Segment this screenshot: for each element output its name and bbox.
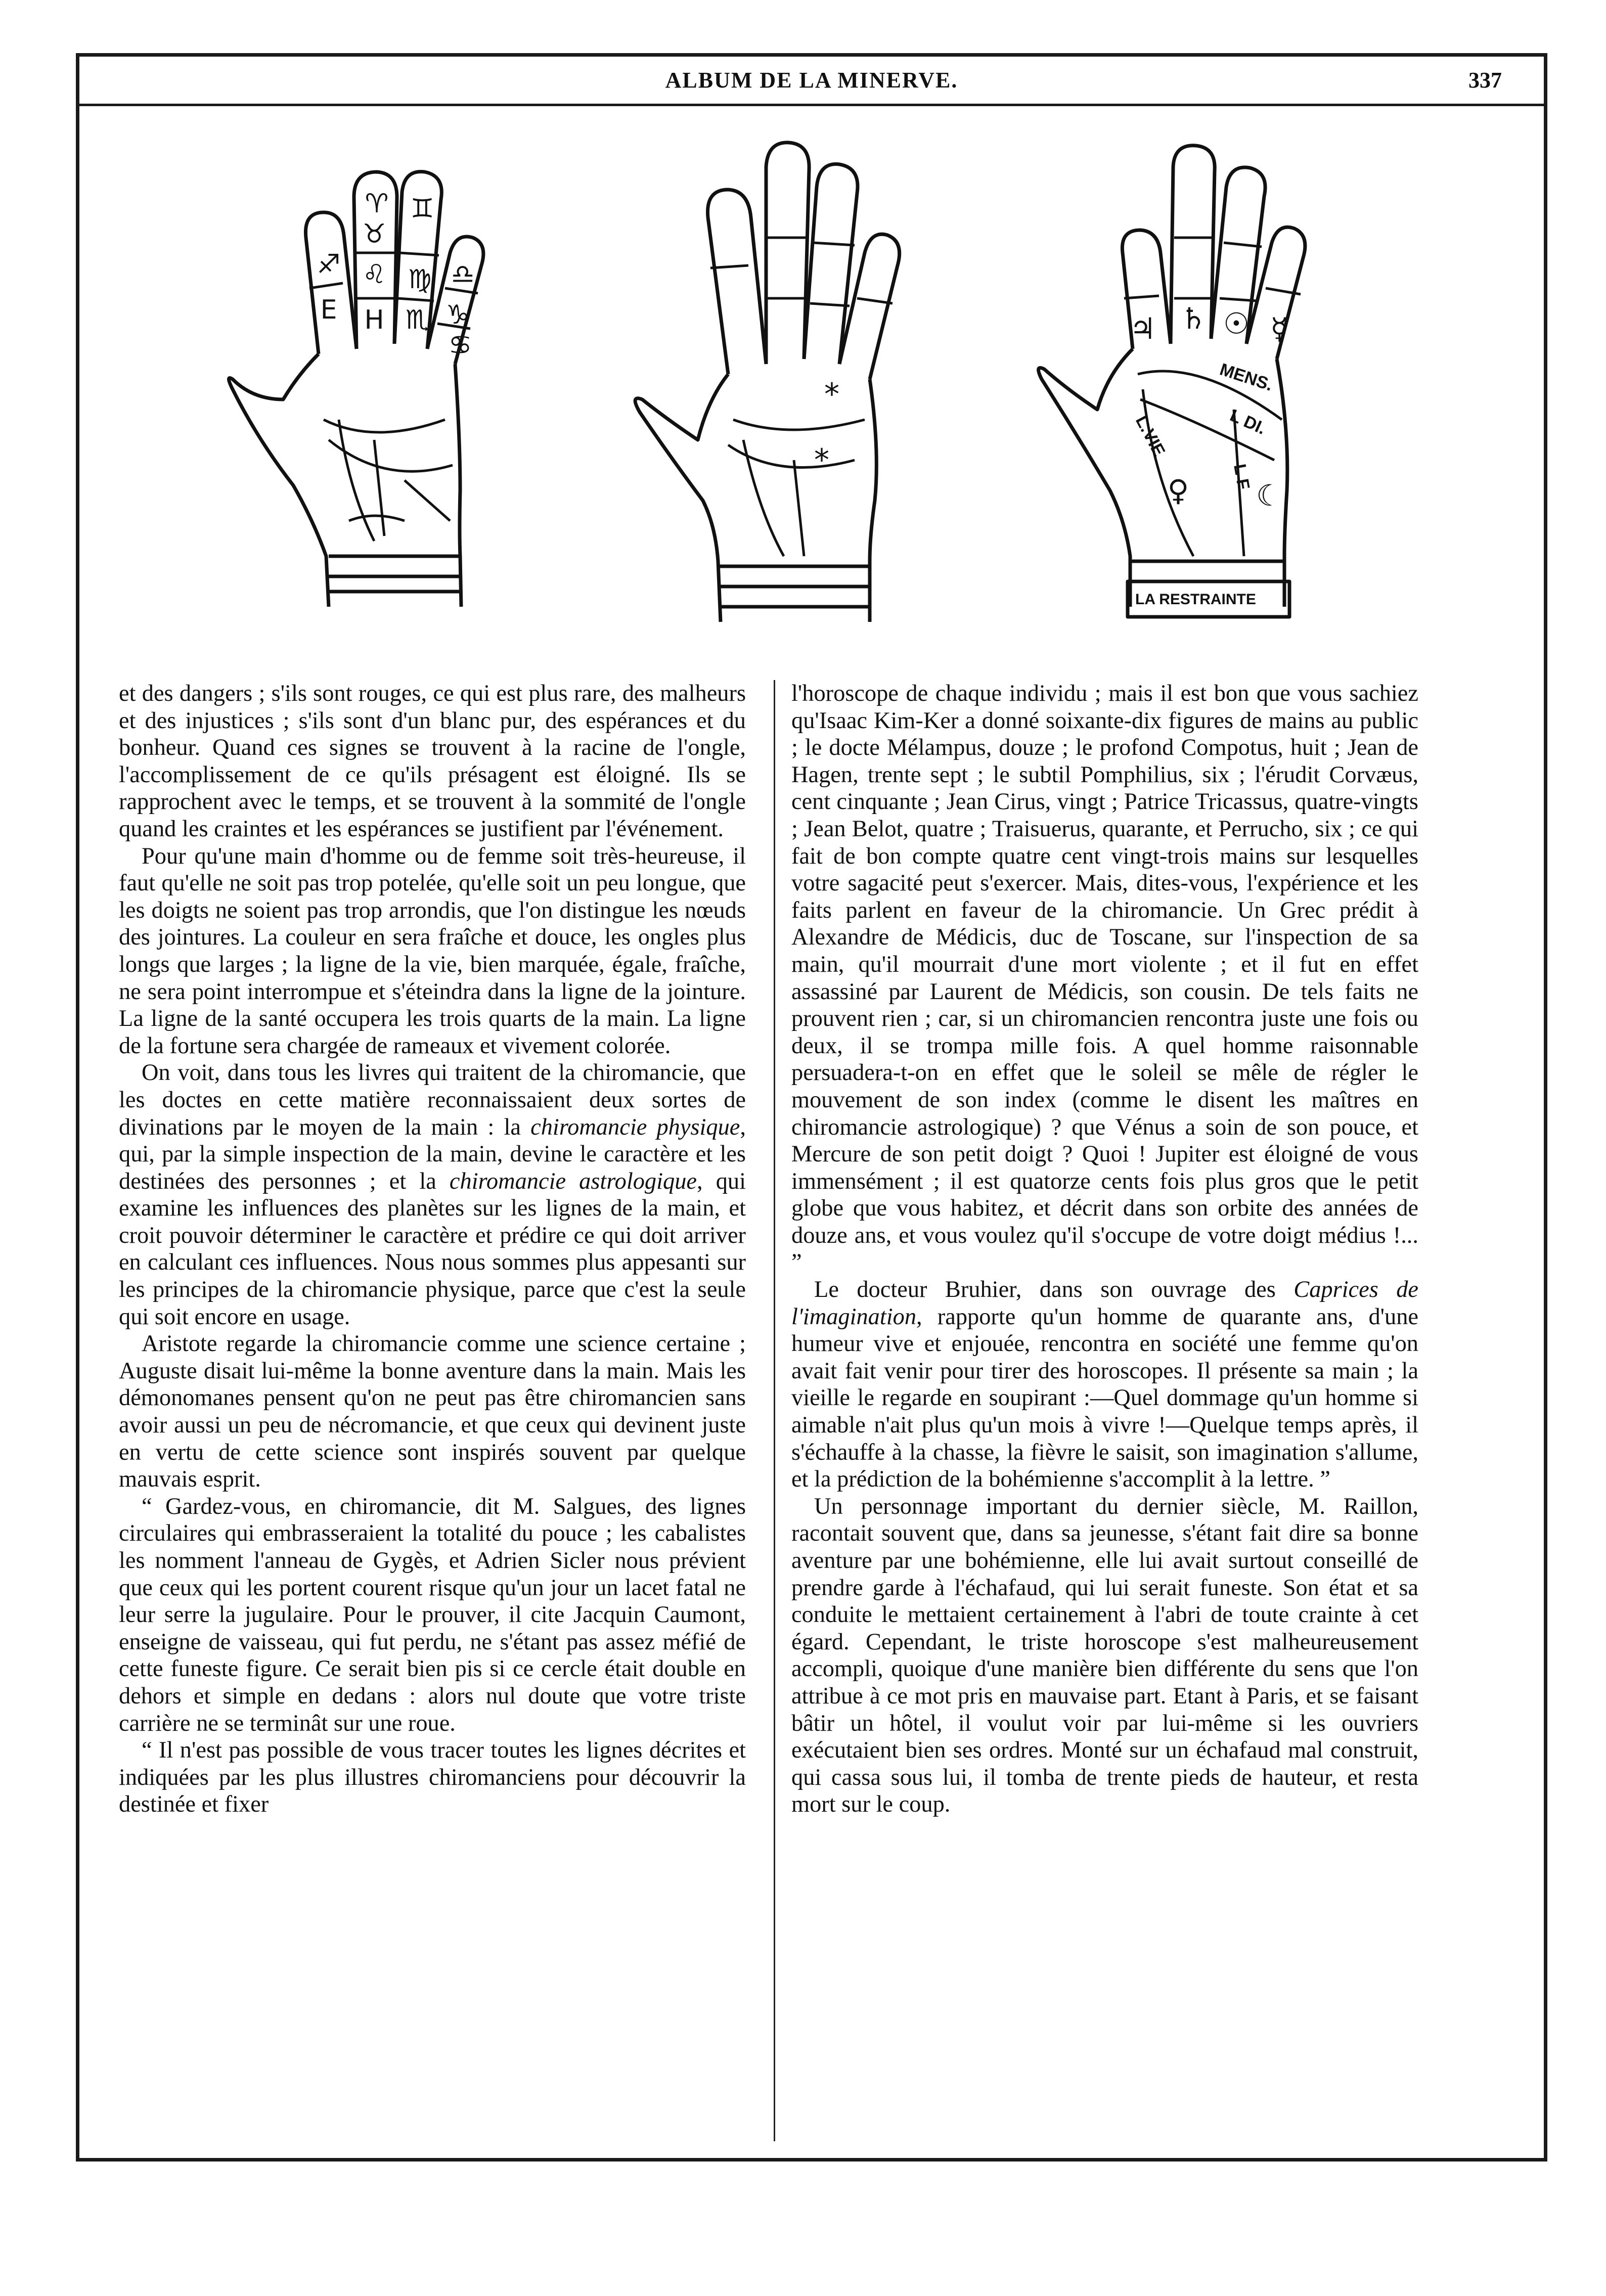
left-p3-term-physique: chiromancie physique <box>530 1114 740 1140</box>
left-column <box>119 680 746 2141</box>
hand-planets-figure <box>1032 137 1386 642</box>
hand3-label-lvie: L.VIE <box>1131 412 1169 460</box>
hand1-label-12: ♏ <box>405 305 429 335</box>
hand-marks-figure <box>627 137 951 642</box>
palmistry-illustrations <box>222 137 1386 642</box>
left-p3-text-c: , qui examine les influences des planètes sur les lignes de la main, et croit pouvoir déterminer le caractère et prédire ce qui doit arriver en calculant ces influences. Nous nous sommes plus appesanti sur les principes de la chiromancie physique, parce que c'est la seule qui soit encore en usage. <box>119 1168 746 1330</box>
hand1-label-7: ♊ <box>410 194 434 224</box>
journal-title: ALBUM DE LA MINERVE. <box>665 68 958 93</box>
hand1-label-9: ♌ <box>362 259 386 290</box>
right-paragraph-1: l'horoscope de chaque individu ; mais il est bon que vous sachiez qu'Isaac Kim-Ker a donné soixante-dix figures de mains au public ; le docte Mélampus, douze ; le profond Compotus, huit ; Jean de Hagen, trente sept ; le subtil Pomphilius, six ; l'érudit Corvæus, cent cinquante ; Jean Cirus, vingt ; Patrice Tricassus, quatre-vingts ; Jean Belot, quatre ; Traisuerus, quarante, et Perrucho, six ; ce qui fait de bon compte quatre cent vingt-trois mains sur lesquelles votre sagacité peut s'exercer. Mais, dites-vous, l'expérience et les faits parlent en faveur de la chiromancie. Un Grec prédit à Alexandre de Médicis, duc de Toscane, sur l'inspection de sa main, qu'il mourrait d'une mort violente ; et il fut en effet assassiné par Laurent de Médicis, son cousin. De tels faits ne prouvent rien ; car, si un chiromancien rencontra juste une fois ou deux, il se trompa mille fois. A quel homme raisonnable persuadera-t-on en effet que le soleil se mêle de régler le mouvement de son index (comme le disent les maîtres en chiromancie astrologique) ? que Vénus a soin de son pouce, et Mercure de son petit doigt ? Quoi ! Jupiter est éloigné de vous immensément ; il est quatorze cents fois plus gros que le petit globe que vous habitez, et décrit dans son orbite des années de douze ans, et vous voulez qu'il s'occupe de votre doigt médius !... ” <box>791 681 1418 1276</box>
left-paragraph-5: “ Gardez-vous, en chiromancie, dit M. Salgues, des lignes circulaires qui embrasseraient la totalité du pouce ; les cabalistes les nomment l'anneau de Gygès, et Adrien Sicler nous prévient que ceux qui les portent courent risque qu'un jour un lacet fatal ne leur serre la jugulaire. Pour le prouver, il cite Jacquin Caumont, enseigne de vaisseau, qui fut perdu, ne s'étant pas assez méfié de cette funeste figure. Ce serait bien pis si ce cercle était double en dehors et simple en dedans : alors nul doute que votre triste carrière ne se terminât sur une roue. <box>119 1493 746 1736</box>
hand1-label-13: ♐ <box>317 249 341 280</box>
hand3-label-jupiter: ♃ <box>1130 311 1156 346</box>
right-p2-book-title: Caprices de l'imagination <box>791 1277 1418 1330</box>
left-paragraph-3 <box>119 1059 746 1330</box>
hand1-label-10: ♍ <box>408 264 432 295</box>
hand1-label-14: ♑ <box>445 300 470 330</box>
column-divider <box>774 680 775 2141</box>
hand3-label-moon: ☾ <box>1256 478 1282 513</box>
left-paragraph-6: “ Il n'est pas possible de vous tracer toutes les lignes décrites et indiquées par les plus illustres chiromanciens pour découvrir la destinée et fixer <box>119 1737 746 1818</box>
article-columns <box>119 680 1464 2141</box>
left-p3-text-a: On voit, dans tous les livres qui traitent de la chiromancie, que les doctes en cette matière reconnaissaient deux sortes de divinations par le moyen de la main : la <box>119 1060 746 1140</box>
left-p3-term-astrologique: chiromancie astrologique <box>449 1168 697 1194</box>
hand3-label-lf: L F <box>1230 462 1254 491</box>
bottom-rule <box>76 2158 1547 2162</box>
hand-marks-drawing <box>627 137 951 642</box>
hand1-label-6: ♉ <box>362 219 386 249</box>
hand2-star-mark-1: * <box>814 442 829 478</box>
hand3-label-saturn: ♄ <box>1180 301 1207 336</box>
header-rule <box>76 104 1547 106</box>
hand1-label-1: H <box>364 305 384 335</box>
left-paragraph-2: Pour qu'une main d'homme ou de femme soit très-heureuse, il faut qu'elle ne soit pas trop potelée, qu'elle soit un peu longue, que les doigts ne soient pas trop arrondis, que l'on distingue les nœuds des jointures. La couleur en sera fraîche et douce, les ongles plus longs que larges ; la ligne de la vie, bien marquée, égale, fraîche, ne sera point interrompue et s'éteindra dans la ligne de la jointure. La ligne de la santé occupera les trois quarts de la main. La ligne de la fortune sera chargée de rameaux et vivement colorée. <box>119 843 746 1059</box>
hand1-label-0: E <box>320 295 337 325</box>
hand-planets-drawing <box>1032 137 1386 642</box>
hand1-label-11: ♎ <box>451 259 475 290</box>
hand1-label-8: ♋ <box>448 330 472 361</box>
running-header <box>76 63 1547 104</box>
right-column <box>791 680 1418 2141</box>
left-paragraph-1: et des dangers ; s'ils sont rouges, ce qui est plus rare, des malheurs et des injustices ; s'ils sont d'un blanc pur, des espérances et du bonheur. Quand ces signes se trouvent à la racine de l'ongle, l'accomplissement de ce qu'ils présagent est éloigné. Ils se rapprochent avec le temps, et se trouvent à la sommité de l'ongle quand les craintes et les espérances se justifient par l'événement. <box>119 681 746 842</box>
hand3-label-restrainte: LA RESTRAINTE <box>1135 591 1256 608</box>
page-number: 337 <box>1468 68 1502 93</box>
hand3-label-ldi: L DI. <box>1227 406 1269 439</box>
hand-zodiac-figure <box>222 137 536 622</box>
right-paragraph-3: Un personnage important du dernier siècle, M. Raillon, racontait souvent que, dans sa jeunesse, s'étant fait dire sa bonne aventure par une bohémienne, elle lui avait surtout conseillé de prendre garde à l'échafaud, qui lui serait funeste. Son état et sa conduite le mettaient certainement à l'abri de toute crainte à cet égard. Cependant, le triste horoscope s'est malheureusement accompli, quoique d'une manière bien différente du sens que l'on attribue à ce mot pris en mauvaise part. Etant à Paris, et se faisant bâtir un hôtel, il voulut voir par lui-même si les ouvriers exécutaient bien ses ordres. Monté sur un échafaud mal construit, qui cassa sous lui, il tomba de trente pieds de hauteur, et resta mort sur le coup. <box>791 1493 1418 1818</box>
left-p3-text-b: , qui, par la simple inspection de la main, devine le caractère et les destinées des personnes ; et la <box>119 1114 746 1194</box>
hand1-label-5: ♈ <box>365 189 389 219</box>
hand3-label-mercury: ☿ <box>1270 311 1288 346</box>
hand3-label-mens: MENS. <box>1217 359 1275 395</box>
hand2-star-mark-0: * <box>824 377 839 412</box>
hand3-label-sun: ☉ <box>1223 306 1250 341</box>
hand-zodiac-drawing <box>222 137 536 622</box>
right-p2-text-b: , rapporte qu'un homme de quarante ans, d'une humeur vive et enjouée, rencontra en société une femme qu'on avait fait venir pour tirer des horoscopes. Il présente sa main ; la vieille le regarde en soupirant :—Quel dommage qu'un homme si aimable n'ait plus qu'un mois à vivre !—Quelque temps après, il s'échauffe à la chasse, la fièvre le saisit, son imagination s'allume, et la prédiction de la bohémienne s'accomplit à la lettre. ” <box>791 1303 1418 1493</box>
right-p2-text-a: Le docteur Bruhier, dans son ouvrage des <box>814 1277 1294 1303</box>
right-paragraph-2 <box>791 1276 1418 1493</box>
left-paragraph-4: Aristote regarde la chiromancie comme une science certaine ; Auguste disait lui-même la bonne aventure dans la main. Mais les démonomanes pensent qu'on ne peut pas être chiromancien sans avoir aussi un peu de nécromancie, et que ceux qui devinent juste en vertu de cette science sont inspirés souvent par quelque mauvais esprit. <box>119 1331 746 1493</box>
hand3-label-venus: ♀ <box>1167 473 1189 508</box>
